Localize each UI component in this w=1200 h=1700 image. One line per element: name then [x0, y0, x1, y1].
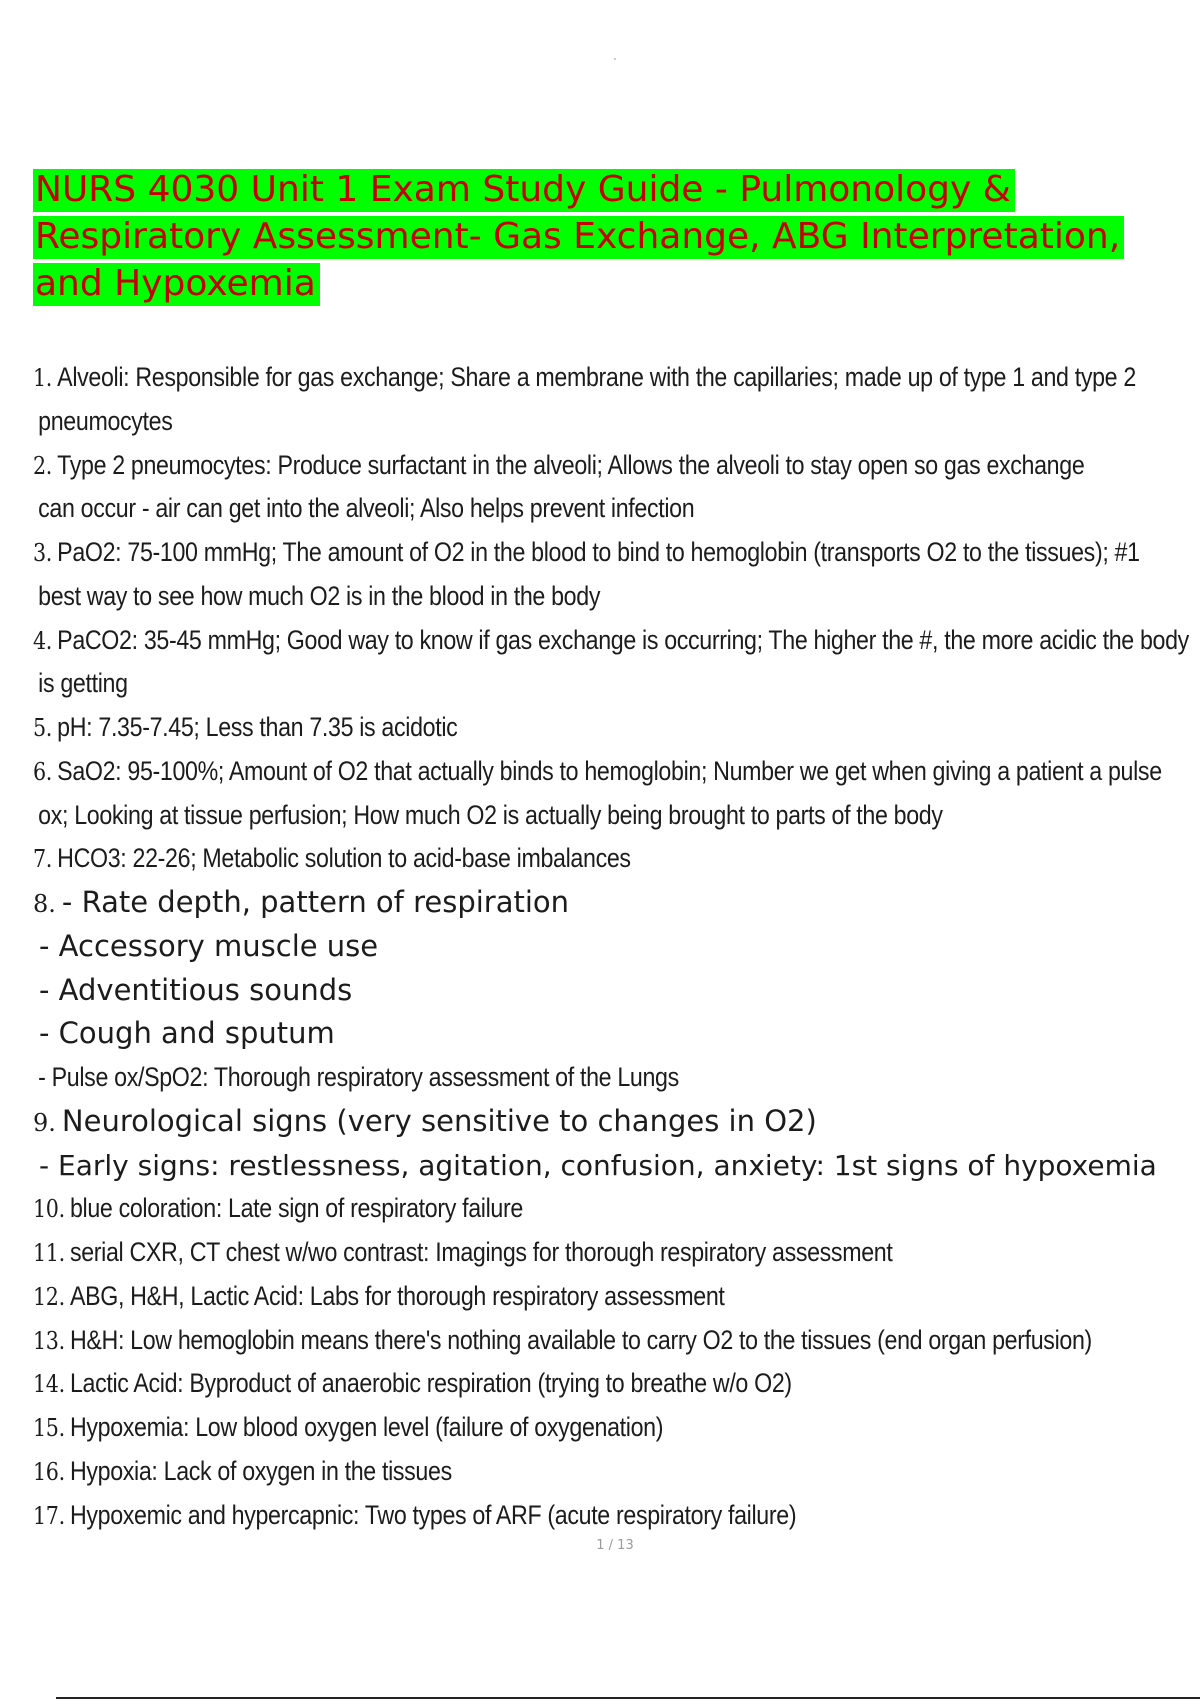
item-text: - Cough and sputum: [39, 1016, 335, 1051]
item-number: 14.: [33, 1370, 65, 1399]
item-text: HCO3: 22-26; Metabolic solution to acid-base imbalances: [57, 843, 631, 874]
list-line: [33, 356, 1136, 400]
item-text: PaO2: 75-100 mmHg; The amount of O2 in the blood to bind to hemoglobin (transports O2 to the tissues); #1: [57, 537, 1140, 567]
item-number: 16.: [33, 1457, 65, 1486]
item-text: Hypoxemia: Low blood oxygen level (failure of oxygenation): [69, 1412, 664, 1442]
list-line: [33, 794, 1031, 838]
list-line: [33, 1231, 1031, 1275]
item-number: 6.: [33, 757, 53, 786]
item-text: pneumocytes: [38, 405, 173, 436]
list-line: [33, 1494, 1031, 1538]
item-text: pH: 7.35-7.45; Less than 7.35 is acidotic: [57, 712, 458, 742]
list-line: [33, 1012, 1193, 1056]
item-text: PaCO2: 35-45 mmHg; Good way to know if gas exchange is occurring; The higher the #, the more acidic the body: [57, 624, 1189, 655]
title-line: [33, 260, 1193, 307]
list-line: [33, 750, 1162, 794]
scan-speck: [614, 58, 616, 60]
item-text: ABG, H&H, Lactic Acid: Labs for thorough respiratory assessment: [69, 1280, 725, 1311]
item-text: - Adventitious sounds: [39, 972, 353, 1007]
item-text: Alveoli: Responsible for gas exchange; Share a membrane with the capillaries; made up of type 1 and type 2: [57, 362, 1136, 392]
bottom-divider: [56, 1697, 1200, 1699]
item-text: best way to see how much O2 is in the blood in the body: [38, 580, 601, 611]
list-line: [33, 1056, 1031, 1100]
item-number: 9.: [33, 1108, 56, 1137]
item-number: 15.: [33, 1414, 65, 1442]
list-line: [33, 444, 1085, 488]
item-number: 8.: [33, 890, 56, 918]
item-text: Hypoxia: Lack of oxygen in the tissues: [69, 1455, 452, 1486]
title-line: [33, 213, 1193, 260]
list-line: [33, 1450, 1031, 1494]
item-text: - Pulse ox/SpO2: Thorough respiratory assessment of the Lungs: [38, 1062, 679, 1092]
list-line: [33, 837, 1031, 881]
title-line-text: and Hypoxemia: [33, 263, 320, 306]
item-text: Type 2 pneumocytes: Produce surfactant in the alveoli; Allows the alveoli to stay open so gas exchange: [57, 449, 1085, 480]
item-number: 17.: [33, 1501, 65, 1530]
list-line: [33, 662, 1031, 706]
item-number: 13.: [33, 1326, 65, 1355]
list-line: [33, 706, 1031, 750]
list-line: [33, 1187, 1031, 1231]
title-line-text: NURS 4030 Unit 1 Exam Study Guide - Pulmonology &: [33, 169, 1015, 212]
item-text: - Early signs: restlessness, agitation, confusion, anxiety: 1st signs of hypoxemia: [39, 1148, 1157, 1182]
item-text: - Accessory muscle use: [39, 928, 379, 963]
item-number: 5.: [33, 714, 53, 742]
item-text: blue coloration: Late sign of respiratory failure: [69, 1193, 523, 1224]
list-line: [33, 400, 1031, 444]
item-number: 12.: [33, 1282, 65, 1311]
item-text: serial CXR, CT chest w/wo contrast: Imagings for thorough respiratory assessment: [69, 1237, 893, 1267]
list-line: [33, 1362, 1031, 1406]
item-number: 3.: [33, 539, 53, 567]
item-text: Hypoxemic and hypercapnic: Two types of ARF (acute respiratory failure): [69, 1499, 797, 1530]
item-text: is getting: [38, 668, 128, 699]
item-number: 4.: [33, 626, 53, 655]
item-text: Lactic Acid: Byproduct of anaerobic respiration (trying to breathe w/o O2): [69, 1368, 792, 1399]
item-text: - Rate depth, pattern of respiration: [61, 885, 570, 919]
list-line: [33, 925, 1193, 969]
list-line: [33, 881, 1193, 925]
item-text: Neurological signs (very sensitive to changes in O2): [61, 1103, 817, 1138]
list-line: [33, 1144, 1193, 1188]
item-number: 7.: [33, 845, 53, 874]
item-number: 1.: [33, 364, 53, 392]
title-line: [33, 166, 1193, 213]
item-text: can occur - air can get into the alveoli; Also helps prevent infection: [38, 493, 695, 524]
study-guide-list: [33, 356, 1193, 1537]
page-number: 1 / 13: [596, 1538, 634, 1553]
title-line-text: Respiratory Assessment- Gas Exchange, ABG Interpretation,: [33, 216, 1124, 259]
item-number: 2.: [33, 451, 53, 480]
list-line: [33, 1275, 1031, 1319]
list-line: [33, 1100, 1193, 1144]
list-line: [33, 969, 1193, 1013]
list-line: [33, 619, 1189, 663]
list-line: [33, 1319, 1092, 1363]
item-text: H&H: Low hemoglobin means there's nothing available to carry O2 to the tissues (end organ perfusion): [69, 1324, 1092, 1355]
item-text: SaO2: 95-100%; Amount of O2 that actually binds to hemoglobin; Number we get when giving a patient a pulse: [57, 755, 1162, 786]
list-line: [33, 575, 1031, 619]
item-number: 11.: [33, 1239, 65, 1267]
list-line: [33, 487, 1031, 531]
item-number: 10.: [33, 1195, 65, 1224]
list-line: [33, 531, 1140, 575]
document-title: [33, 166, 1193, 307]
item-text: ox; Looking at tissue perfusion; How much O2 is actually being brought to parts of the body: [38, 799, 943, 830]
list-line: [33, 1406, 1031, 1450]
